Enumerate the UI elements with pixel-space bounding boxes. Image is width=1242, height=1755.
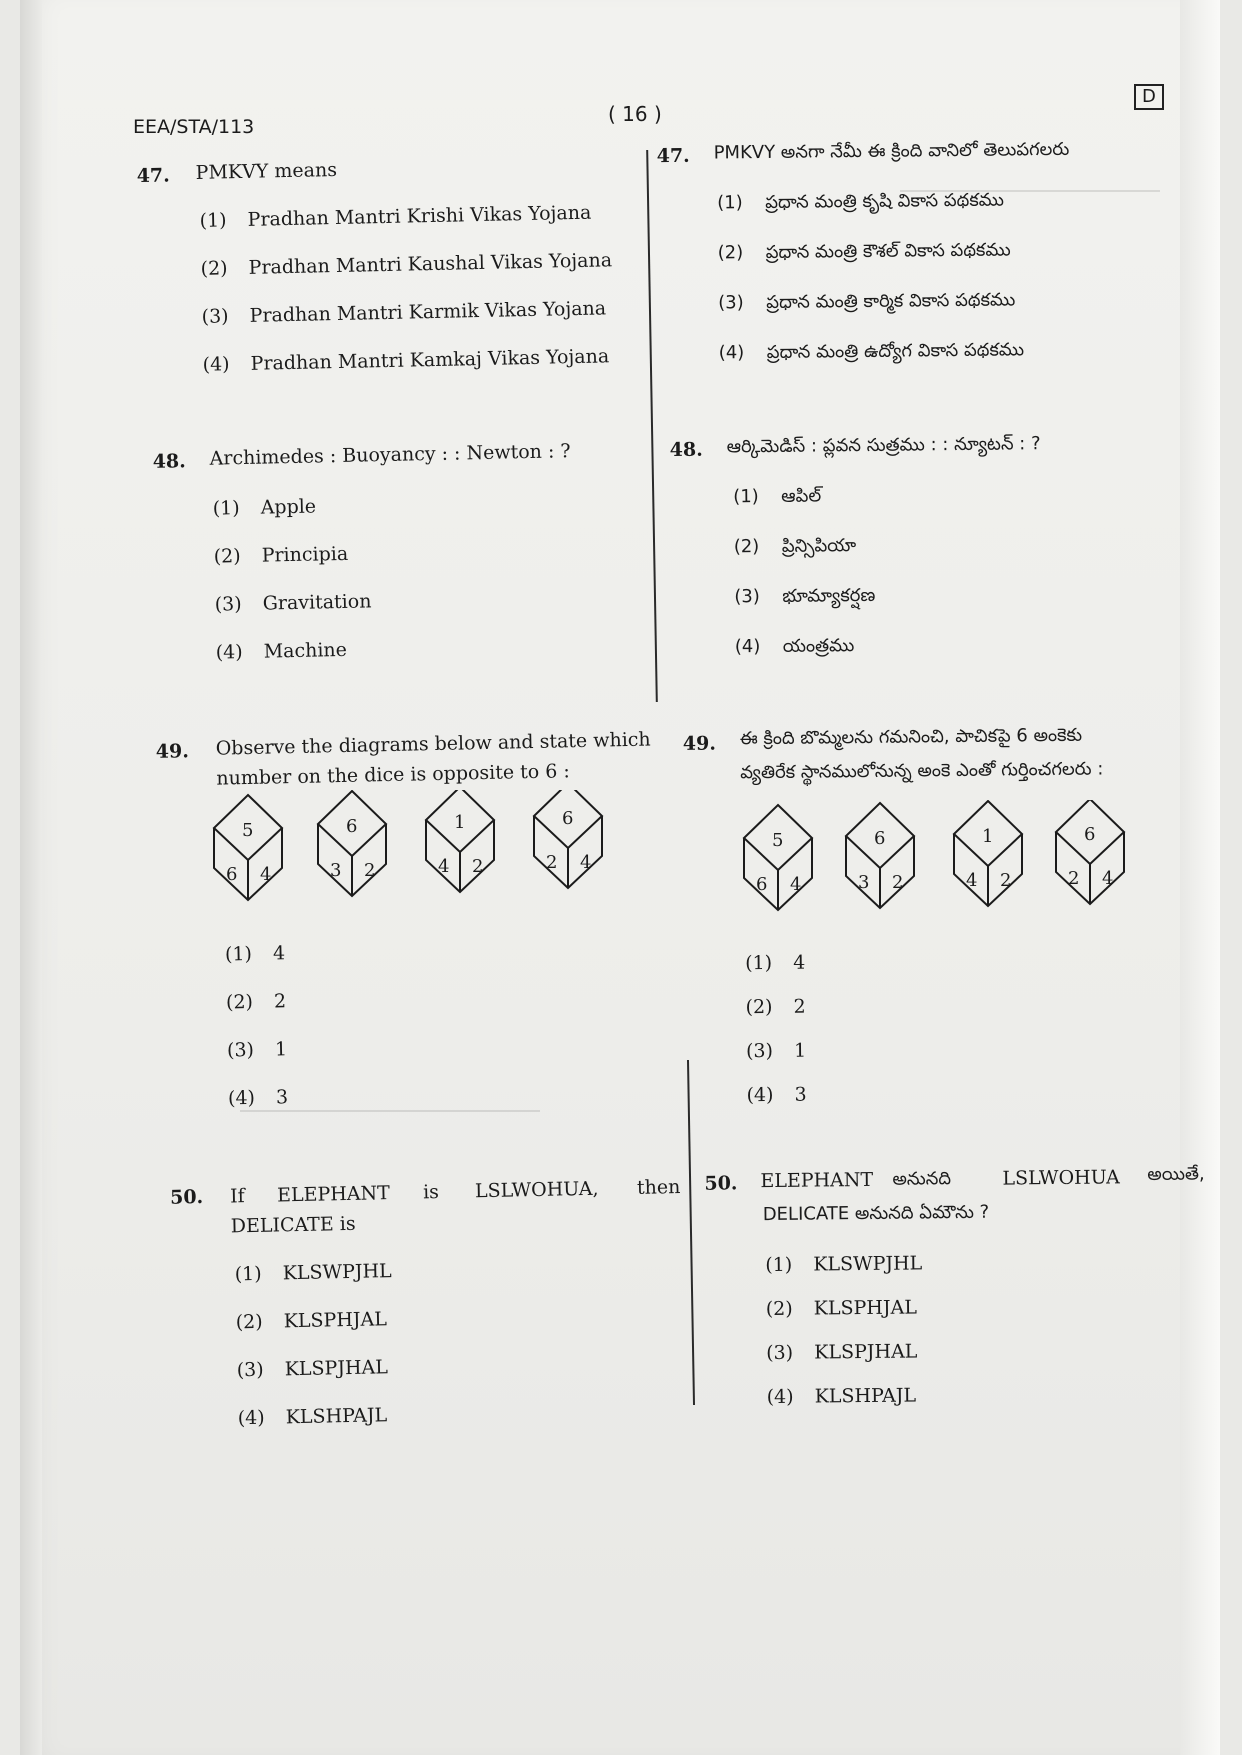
- bleed-through-line: [240, 1110, 540, 1112]
- die-left-number: 6: [756, 874, 768, 895]
- question-number: 50.: [169, 1186, 204, 1209]
- die-top-number: 1: [982, 826, 994, 847]
- option-text: 1: [793, 1039, 807, 1062]
- option-text: 1: [274, 1038, 288, 1061]
- option: [767, 1384, 917, 1408]
- question-word: అయితే,: [1147, 1163, 1205, 1186]
- option-number: (4): [202, 353, 230, 376]
- option: [212, 495, 316, 519]
- option: [226, 990, 287, 1013]
- option-text: Gravitation: [262, 590, 372, 615]
- question-set-badge: D: [1134, 84, 1164, 110]
- option-number: (1): [765, 1253, 793, 1277]
- page-edge-right: [1180, 0, 1220, 1755]
- dice-figure-english: [210, 790, 630, 910]
- option-number: (4): [215, 641, 243, 664]
- die-top-number: 5: [242, 820, 254, 841]
- option: [735, 635, 855, 661]
- option-number: (4): [766, 1385, 794, 1409]
- option: [719, 339, 1025, 367]
- die-top-number: 6: [874, 828, 886, 849]
- option: [228, 1086, 289, 1109]
- die-1: [214, 795, 282, 900]
- option-text: 2: [793, 995, 806, 1018]
- option: [765, 1252, 922, 1276]
- option-text: Pradhan Mantri Karmik Vikas Yojana: [249, 297, 607, 327]
- option-text: KLSPJHAL: [284, 1356, 389, 1381]
- die-right-number: 4: [790, 874, 802, 895]
- option: [238, 1404, 388, 1429]
- option-text: KLSPHJAL: [283, 1308, 388, 1333]
- option-text: Apple: [260, 495, 317, 519]
- page-edge-left: [20, 0, 42, 1755]
- option-number: (2): [235, 1310, 263, 1334]
- question-text: ఆర్కిమెడిస్ : ప్లవన సుత్రము : : న్యూటన్ : ?: [726, 433, 1041, 458]
- option: [766, 1340, 917, 1364]
- option: [766, 1296, 917, 1320]
- option-number: (3): [718, 292, 744, 314]
- option-text: KLSHPAJL: [285, 1404, 388, 1429]
- option-number: (2): [733, 536, 760, 558]
- option-text: 3: [275, 1086, 289, 1109]
- option-number: (2): [765, 1297, 793, 1321]
- option-number: (2): [225, 990, 254, 1014]
- option-text: Machine: [263, 638, 348, 663]
- option-text: ప్రధాన మంత్రి కార్మిక వికాస పథకము: [766, 289, 1016, 313]
- dice-figure-telugu: [740, 800, 1140, 920]
- question-text-line-2: DELICATE is: [230, 1212, 356, 1238]
- question-number: 49.: [682, 732, 717, 755]
- option-number: (4): [718, 342, 745, 364]
- option-text: ప్రధాన మంత్రి కౌశల్ వికాస పథకము: [765, 239, 1011, 263]
- die-left-number: 3: [330, 860, 342, 881]
- question-word: LSLWOHUA: [1002, 1166, 1120, 1190]
- option: [717, 189, 1004, 217]
- question-word: LSLWOHUA,: [474, 1177, 599, 1203]
- option: [746, 1040, 806, 1063]
- question-word: is: [422, 1181, 440, 1204]
- die-3: [954, 801, 1022, 906]
- option-text: ప్రిన్సిపియా: [781, 535, 857, 557]
- die-top-number: 6: [346, 816, 358, 837]
- option-text: Pradhan Mantri Krishi Vikas Yojana: [247, 201, 592, 231]
- option-number: (4): [227, 1086, 256, 1110]
- option-number: (2): [213, 545, 241, 568]
- option: [745, 996, 805, 1019]
- die-left-number: 3: [858, 872, 870, 893]
- option: [235, 1260, 392, 1285]
- question-number: 47.: [136, 164, 171, 188]
- die-left-number: 6: [226, 864, 238, 885]
- option-number: (2): [745, 995, 773, 1019]
- option-text: Pradhan Mantri Kamkaj Vikas Yojana: [250, 345, 610, 375]
- question-number: 50.: [704, 1172, 738, 1195]
- die-left-number: 2: [546, 852, 558, 873]
- question-text-line-2: DELICATE అనునది ఏమౌను ?: [762, 1201, 990, 1226]
- option-number: (3): [214, 593, 242, 616]
- die-1: [744, 805, 812, 910]
- option-text: 2: [273, 990, 287, 1013]
- option-number: (1): [224, 942, 253, 966]
- question-text: Archimedes : Buoyancy : : Newton : ?: [209, 440, 571, 470]
- option-number: (4): [746, 1083, 774, 1107]
- die-2: [846, 803, 914, 908]
- option: [734, 585, 875, 611]
- question-text-line-2: వ్యతిరేక స్థానములోనున్న అంకె ఎంతో గుర్తించగలరు :: [740, 758, 1104, 784]
- option: [718, 289, 1015, 317]
- die-right-number: 2: [892, 872, 904, 893]
- option-number: (1): [199, 209, 227, 232]
- die-left-number: 2: [1068, 868, 1080, 889]
- page-number: ( 16 ): [608, 102, 662, 126]
- option-number: (3): [734, 586, 760, 608]
- question-number: 48.: [669, 438, 703, 462]
- question-word: then: [636, 1176, 681, 1199]
- question-text-line-1: Observe the diagrams below and state which: [215, 728, 651, 760]
- option: [225, 942, 286, 965]
- die-4: [534, 790, 602, 888]
- die-2: [318, 791, 386, 896]
- question-word: ELEPHANT: [276, 1182, 391, 1207]
- option-text: 4: [793, 951, 806, 974]
- question-number: 47.: [656, 144, 690, 168]
- question-word: If: [229, 1185, 245, 1208]
- option-number: (3): [201, 305, 229, 328]
- die-left-number: 4: [966, 870, 978, 891]
- option-text: ప్రధాన మంత్రి ఉద్యోగ వికాస పథకము: [766, 339, 1025, 363]
- option-number: (1): [745, 951, 773, 975]
- die-4: [1056, 800, 1124, 904]
- option-text: KLSPHJAL: [813, 1296, 917, 1320]
- option-text: Pradhan Mantri Kaushal Vikas Yojana: [248, 249, 613, 279]
- die-right-number: 2: [364, 860, 376, 881]
- option-number: (2): [200, 257, 228, 280]
- option: [236, 1308, 388, 1333]
- option: [214, 590, 371, 615]
- die-right-number: 4: [1102, 868, 1114, 889]
- paper-code: EEA/STA/113: [133, 116, 255, 138]
- option: [215, 639, 347, 664]
- option: [733, 485, 821, 511]
- option-number: (2): [717, 242, 744, 264]
- option-text: KLSPJHAL: [814, 1340, 918, 1364]
- option-text: ప్రధాన మంత్రి కృషి వికాస పథకము: [765, 189, 1005, 213]
- option-text: యంత్రము: [782, 635, 855, 657]
- die-right-number: 4: [260, 864, 272, 885]
- question-word: అనునది: [892, 1168, 952, 1190]
- question-text: PMKVY means: [195, 158, 338, 184]
- die-top-number: 6: [1084, 824, 1096, 845]
- option: [718, 239, 1011, 267]
- option-text: KLSHPAJL: [814, 1384, 917, 1408]
- option: [237, 1356, 389, 1381]
- option-text: భూమ్యాకర్షణ: [782, 584, 876, 607]
- die-left-number: 4: [438, 856, 450, 877]
- option-text: ఆపిల్: [781, 485, 822, 507]
- question-number: 48.: [152, 450, 186, 473]
- option-number: (1): [733, 486, 759, 508]
- question-text: PMKVY అనగా నేమీ ఈ క్రింది వానిలో తెలుపగలరు: [713, 138, 1070, 164]
- option-text: KLSWPJHL: [282, 1260, 392, 1285]
- option-text: KLSWPJHL: [813, 1252, 923, 1276]
- option: [746, 1084, 806, 1107]
- die-right-number: 4: [580, 852, 592, 873]
- option: [227, 1038, 288, 1061]
- die-top-number: 6: [562, 808, 574, 829]
- die-right-number: 2: [1000, 870, 1012, 891]
- option-number: (3): [236, 1358, 264, 1382]
- option-number: (4): [734, 636, 761, 658]
- option-number: (3): [766, 1341, 794, 1365]
- option-number: (1): [234, 1262, 262, 1286]
- option-text: Principia: [261, 542, 349, 567]
- die-top-number: 1: [454, 812, 466, 833]
- option: [734, 535, 857, 561]
- die-right-number: 2: [472, 856, 484, 877]
- question-word: ELEPHANT: [760, 1168, 874, 1193]
- die-3: [426, 790, 494, 892]
- option-number: (3): [745, 1039, 774, 1063]
- die-top-number: 5: [772, 830, 784, 851]
- option-text: 4: [272, 942, 286, 965]
- option-number: (1): [212, 497, 240, 520]
- option-number: (1): [717, 192, 743, 214]
- option: [745, 952, 805, 975]
- option-text: 3: [794, 1083, 807, 1106]
- option: [213, 543, 348, 568]
- question-text-line-2: number on the dice is opposite to 6 :: [216, 760, 571, 790]
- option-number: (3): [226, 1038, 255, 1062]
- question-text-line-1: ఈ క్రింది బొమ్మలను గమనించి, పాచికపై 6 అంకెకు: [739, 724, 1083, 750]
- option-number: (4): [237, 1406, 265, 1430]
- question-number: 49.: [155, 740, 190, 763]
